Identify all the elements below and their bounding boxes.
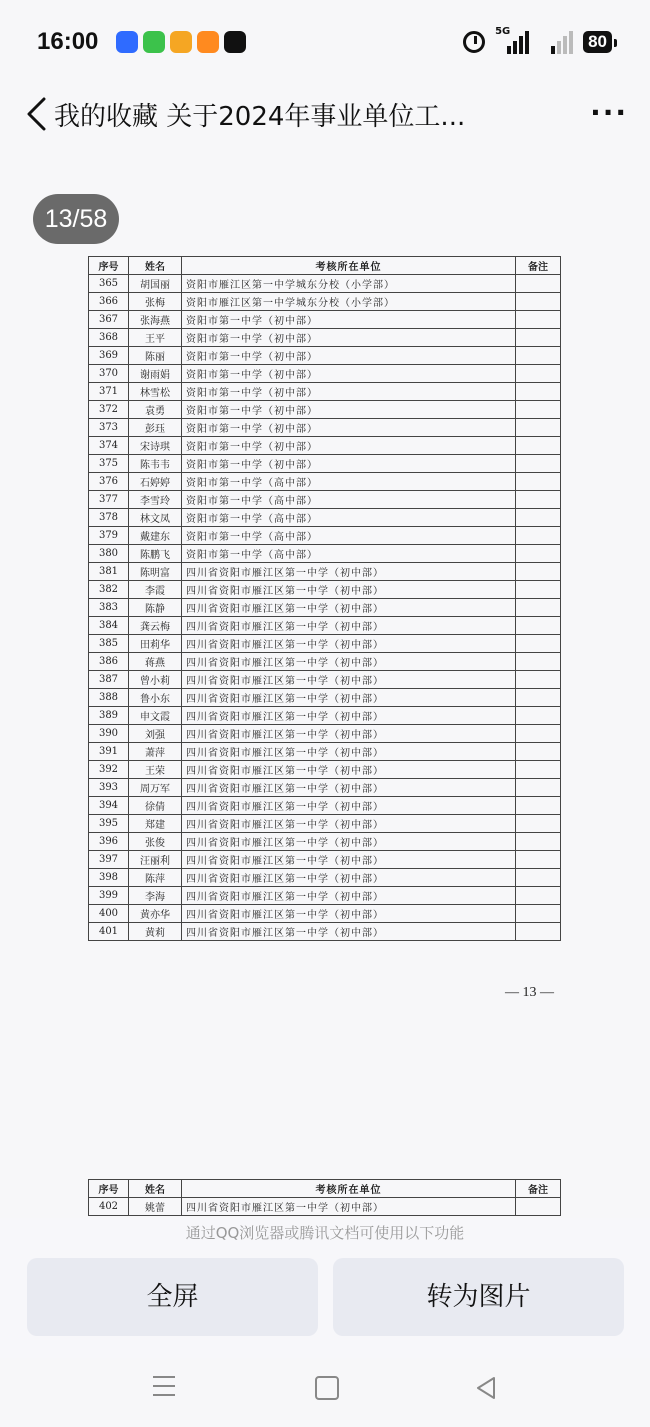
cell-note (516, 779, 561, 797)
cell-name: 陈鹏飞 (129, 545, 182, 563)
cell-name: 黄亦华 (129, 905, 182, 923)
table-row (89, 401, 561, 419)
cell-unit: 四川省资阳市雁江区第一中学（初中部） (182, 851, 516, 869)
page-number: — 13 — (505, 985, 554, 1000)
table-row (89, 815, 561, 833)
baidu-app-icon (116, 31, 138, 53)
cell-unit: 四川省资阳市雁江区第一中学（初中部） (182, 905, 516, 923)
cell-unit: 资阳市第一中学（初中部） (182, 329, 516, 347)
cell-no: 392 (89, 761, 129, 779)
cell-no: 385 (89, 635, 129, 653)
cell-no: 394 (89, 797, 129, 815)
cell-note (516, 527, 561, 545)
cell-note (516, 365, 561, 383)
cell-name: 曾小莉 (129, 671, 182, 689)
cell-name: 郑建 (129, 815, 182, 833)
table-row (89, 1198, 561, 1216)
cell-unit: 资阳市第一中学（高中部） (182, 473, 516, 491)
fullscreen-button[interactable]: 全屏 (27, 1258, 318, 1336)
cell-note (516, 383, 561, 401)
table-row (89, 545, 561, 563)
column-header-name: 姓名 (129, 257, 182, 275)
cell-note (516, 851, 561, 869)
cell-no: 368 (89, 329, 129, 347)
cell-no: 372 (89, 401, 129, 419)
cell-unit: 四川省资阳市雁江区第一中学（初中部） (182, 923, 516, 941)
table-row (89, 923, 561, 941)
cell-unit: 资阳市雁江区第一中学城东分校（小学部） (182, 293, 516, 311)
cell-note (516, 545, 561, 563)
cell-no: 377 (89, 491, 129, 509)
convert-to-image-button[interactable]: 转为图片 (333, 1258, 624, 1336)
table-row (89, 491, 561, 509)
cell-note (516, 455, 561, 473)
table-row (89, 617, 561, 635)
cell-name: 袁勇 (129, 401, 182, 419)
video-app-icon (197, 31, 219, 53)
notification-app-icons (116, 31, 246, 53)
cell-unit: 四川省资阳市雁江区第一中学（初中部） (182, 833, 516, 851)
cell-note (516, 707, 561, 725)
cell-note (516, 671, 561, 689)
cell-no: 374 (89, 437, 129, 455)
cell-unit: 资阳市第一中学（初中部） (182, 383, 516, 401)
table-row (89, 671, 561, 689)
cell-unit: 四川省资阳市雁江区第一中学（初中部） (182, 707, 516, 725)
cell-no: 383 (89, 599, 129, 617)
cell-no: 382 (89, 581, 129, 599)
signal-secondary-icon (539, 30, 573, 54)
cell-note (516, 869, 561, 887)
table-row (89, 833, 561, 851)
alarm-icon (463, 31, 485, 53)
cell-note (516, 437, 561, 455)
cell-name: 黄莉 (129, 923, 182, 941)
column-header-note: 备注 (516, 257, 561, 275)
signal-5g-icon: 5G (495, 30, 529, 54)
cell-note (516, 275, 561, 293)
cell-unit: 资阳市第一中学（初中部） (182, 365, 516, 383)
table-row (89, 653, 561, 671)
cell-no: 395 (89, 815, 129, 833)
cell-name: 张海燕 (129, 311, 182, 329)
cell-no: 386 (89, 653, 129, 671)
cell-no: 366 (89, 293, 129, 311)
table-row (89, 527, 561, 545)
table-row (89, 743, 561, 761)
cell-no: 391 (89, 743, 129, 761)
cell-no: 375 (89, 455, 129, 473)
cell-unit: 资阳市第一中学（初中部） (182, 401, 516, 419)
cell-name: 戴建东 (129, 527, 182, 545)
cell-name: 徐倩 (129, 797, 182, 815)
cell-name: 周万军 (129, 779, 182, 797)
cell-name: 李海 (129, 887, 182, 905)
cell-name: 彭珏 (129, 419, 182, 437)
table-row (89, 797, 561, 815)
cell-note (516, 581, 561, 599)
cell-note (516, 509, 561, 527)
cell-no: 378 (89, 509, 129, 527)
battery-icon: 80 (583, 31, 612, 53)
column-header-unit: 考核所在单位 (182, 257, 516, 275)
cell-no: 369 (89, 347, 129, 365)
cell-name: 田莉华 (129, 635, 182, 653)
cell-name: 林雪松 (129, 383, 182, 401)
column-header-unit: 考核所在单位 (182, 1180, 516, 1198)
cell-name: 陈静 (129, 599, 182, 617)
table-row (89, 437, 561, 455)
cell-no: 373 (89, 419, 129, 437)
cell-no: 389 (89, 707, 129, 725)
cell-unit: 四川省资阳市雁江区第一中学（初中部） (182, 671, 516, 689)
cell-note (516, 797, 561, 815)
cell-name: 龚云梅 (129, 617, 182, 635)
cell-no: 387 (89, 671, 129, 689)
cell-name: 陈萍 (129, 869, 182, 887)
document-page-14[interactable] (88, 1179, 561, 1216)
cell-no: 380 (89, 545, 129, 563)
cell-name: 陈明富 (129, 563, 182, 581)
staff-table (88, 256, 561, 941)
menu-icon[interactable] (153, 1376, 175, 1396)
cell-unit: 资阳市第一中学（初中部） (182, 311, 516, 329)
cell-no: 367 (89, 311, 129, 329)
cell-no: 388 (89, 689, 129, 707)
cell-name: 石婷婷 (129, 473, 182, 491)
table-row (89, 311, 561, 329)
cell-unit: 四川省资阳市雁江区第一中学（初中部） (182, 869, 516, 887)
cell-note (516, 905, 561, 923)
cell-note (516, 563, 561, 581)
cell-note (516, 689, 561, 707)
app-header (0, 86, 650, 142)
cell-unit: 四川省资阳市雁江区第一中学（初中部） (182, 563, 516, 581)
table-row (89, 887, 561, 905)
cell-name: 谢雨娟 (129, 365, 182, 383)
status-indicators (463, 26, 612, 54)
cell-no: 384 (89, 617, 129, 635)
table-row (89, 473, 561, 491)
cell-no: 381 (89, 563, 129, 581)
table-row (89, 329, 561, 347)
table-row (89, 509, 561, 527)
table-row (89, 365, 561, 383)
cell-name: 王平 (129, 329, 182, 347)
chevron-left-icon (24, 96, 54, 132)
cell-name: 李雪玲 (129, 491, 182, 509)
cell-note (516, 347, 561, 365)
cell-note (516, 617, 561, 635)
cell-name: 王荣 (129, 761, 182, 779)
cell-unit: 四川省资阳市雁江区第一中学（初中部） (182, 761, 516, 779)
table-header-row (89, 1180, 561, 1198)
cell-note (516, 815, 561, 833)
cell-no: 396 (89, 833, 129, 851)
table-row (89, 581, 561, 599)
table-header-row (89, 257, 561, 275)
cell-name: 林文凤 (129, 509, 182, 527)
cell-note (516, 599, 561, 617)
table-row (89, 275, 561, 293)
home-icon[interactable] (315, 1376, 339, 1400)
cell-note (516, 491, 561, 509)
status-time: 16:00 (37, 28, 99, 55)
cell-name: 蒋燕 (129, 653, 182, 671)
table-row (89, 779, 561, 797)
feature-hint-text: 通过QQ浏览器或腾讯文档可使用以下功能 (185, 1224, 465, 1242)
cell-unit: 资阳市第一中学（高中部） (182, 527, 516, 545)
cell-note (516, 1198, 561, 1216)
staff-table-next (88, 1179, 561, 1216)
cell-unit: 四川省资阳市雁江区第一中学（初中部） (182, 617, 516, 635)
cell-unit: 四川省资阳市雁江区第一中学（初中部） (182, 725, 516, 743)
cell-unit: 四川省资阳市雁江区第一中学（初中部） (182, 599, 516, 617)
table-row (89, 383, 561, 401)
cell-no: 371 (89, 383, 129, 401)
back-button[interactable] (24, 96, 54, 132)
cell-unit: 四川省资阳市雁江区第一中学（初中部） (182, 815, 516, 833)
cell-unit: 四川省资阳市雁江区第一中学（初中部） (182, 1198, 516, 1216)
cell-name: 陈韦韦 (129, 455, 182, 473)
table-row (89, 851, 561, 869)
cell-name: 汪丽利 (129, 851, 182, 869)
cell-unit: 四川省资阳市雁江区第一中学（初中部） (182, 581, 516, 599)
table-row (89, 725, 561, 743)
cell-note (516, 761, 561, 779)
more-menu-button[interactable]: ··· (590, 96, 628, 129)
cell-name: 姚蕾 (129, 1198, 182, 1216)
cell-unit: 资阳市第一中学（高中部） (182, 545, 516, 563)
cell-unit: 四川省资阳市雁江区第一中学（初中部） (182, 797, 516, 815)
cell-note (516, 653, 561, 671)
cell-no: 390 (89, 725, 129, 743)
cell-no: 370 (89, 365, 129, 383)
cell-no: 397 (89, 851, 129, 869)
messages-app-icon (143, 31, 165, 53)
document-page-13[interactable] (88, 256, 561, 941)
cell-name: 宋诗琪 (129, 437, 182, 455)
status-bar (0, 0, 650, 86)
cell-unit: 资阳市雁江区第一中学城东分校（小学部） (182, 275, 516, 293)
table-row (89, 707, 561, 725)
table-row (89, 455, 561, 473)
cell-unit: 资阳市第一中学（高中部） (182, 509, 516, 527)
cell-note (516, 725, 561, 743)
cell-unit: 资阳市第一中学（高中部） (182, 491, 516, 509)
table-row (89, 869, 561, 887)
table-row (89, 347, 561, 365)
cell-unit: 四川省资阳市雁江区第一中学（初中部） (182, 635, 516, 653)
cell-unit: 资阳市第一中学（初中部） (182, 419, 516, 437)
cell-note (516, 293, 561, 311)
column-header-no: 序号 (89, 1180, 129, 1198)
table-row (89, 689, 561, 707)
table-row (89, 905, 561, 923)
cell-note (516, 473, 561, 491)
table-row (89, 599, 561, 617)
cell-note (516, 311, 561, 329)
cell-no: 400 (89, 905, 129, 923)
column-header-name: 姓名 (129, 1180, 182, 1198)
cell-no: 401 (89, 923, 129, 941)
weibo-app-icon (170, 31, 192, 53)
back-triangle-icon[interactable] (475, 1376, 497, 1400)
cell-unit: 资阳市第一中学（初中部） (182, 437, 516, 455)
cell-note (516, 419, 561, 437)
cell-name: 陈丽 (129, 347, 182, 365)
cell-no: 393 (89, 779, 129, 797)
page-indicator-badge: 13/58 (33, 194, 119, 244)
cell-no: 365 (89, 275, 129, 293)
cell-unit: 四川省资阳市雁江区第一中学（初中部） (182, 653, 516, 671)
cell-unit: 四川省资阳市雁江区第一中学（初中部） (182, 689, 516, 707)
cell-note (516, 923, 561, 941)
table-row (89, 761, 561, 779)
system-nav-bar (0, 1360, 650, 1427)
cell-name: 萧萍 (129, 743, 182, 761)
cell-note (516, 743, 561, 761)
cell-note (516, 401, 561, 419)
table-row (89, 293, 561, 311)
page-title: 我的收藏 关于2024年事业单位工... (54, 102, 466, 132)
cell-note (516, 833, 561, 851)
cell-name: 胡国丽 (129, 275, 182, 293)
cell-name: 张俊 (129, 833, 182, 851)
tiktok-app-icon (224, 31, 246, 53)
cell-note (516, 635, 561, 653)
cell-note (516, 329, 561, 347)
cell-no: 398 (89, 869, 129, 887)
table-row (89, 635, 561, 653)
cell-name: 申文霞 (129, 707, 182, 725)
cell-no: 402 (89, 1198, 129, 1216)
cell-no: 399 (89, 887, 129, 905)
cell-unit: 四川省资阳市雁江区第一中学（初中部） (182, 743, 516, 761)
table-row (89, 419, 561, 437)
cell-unit: 资阳市第一中学（初中部） (182, 455, 516, 473)
column-header-note: 备注 (516, 1180, 561, 1198)
cell-unit: 四川省资阳市雁江区第一中学（初中部） (182, 779, 516, 797)
cell-name: 刘强 (129, 725, 182, 743)
cell-name: 张梅 (129, 293, 182, 311)
cell-note (516, 887, 561, 905)
cell-name: 鲁小东 (129, 689, 182, 707)
column-header-no: 序号 (89, 257, 129, 275)
cell-no: 379 (89, 527, 129, 545)
table-row (89, 563, 561, 581)
cell-name: 李霞 (129, 581, 182, 599)
cell-unit: 四川省资阳市雁江区第一中学（初中部） (182, 887, 516, 905)
cell-unit: 资阳市第一中学（初中部） (182, 347, 516, 365)
cell-no: 376 (89, 473, 129, 491)
